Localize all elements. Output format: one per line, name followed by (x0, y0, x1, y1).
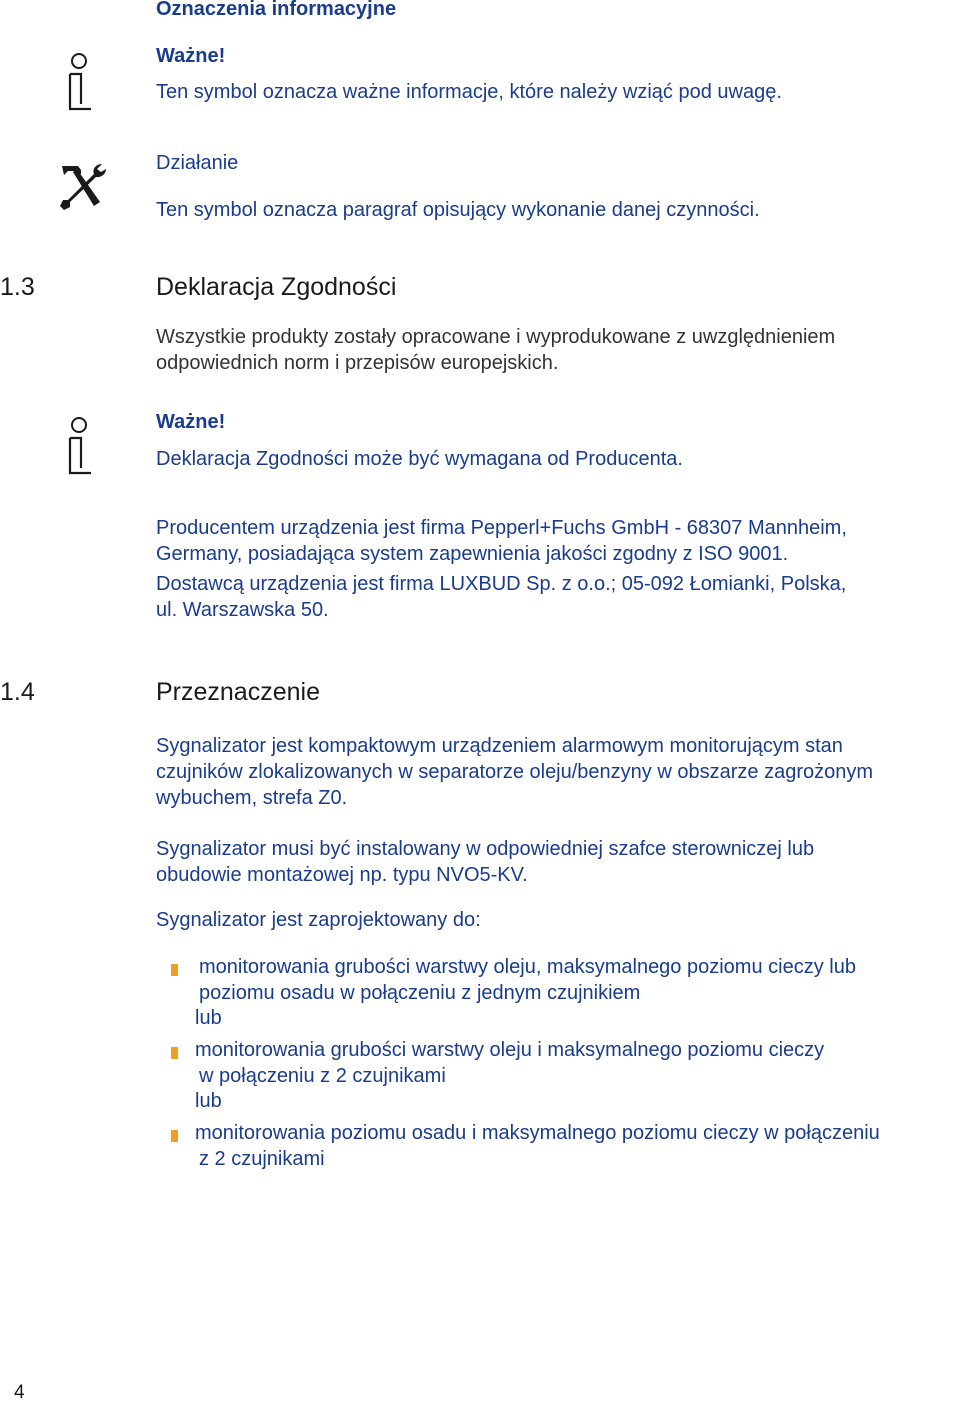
info-icon (64, 416, 96, 476)
section-heading: Oznaczenia informacyjne (156, 0, 397, 20)
para1-line-3: wybuchem, strefa Z0. (156, 787, 348, 809)
producer-line-2: Germany, posiadająca system zapewnienia jakości zgodny z ISO 9001. (156, 543, 789, 565)
supplier-line-1: Dostawcą urządzenia jest firma LUXBUD Sp. z o.o.; 05-092 Łomianki, Polska, (156, 573, 847, 595)
list-intro: Sygnalizator jest zaprojektowany do: (156, 909, 481, 931)
list-item: monitorowania grubości warstwy oleju, maksymalnego poziomu cieczy lub (199, 956, 856, 978)
section-number-1-3: 1.3 (0, 273, 35, 301)
section-number-1-4: 1.4 (0, 678, 35, 706)
para1-line-1: Sygnalizator jest kompaktowym urządzeniem alarmowym monitorującym stan (156, 735, 843, 757)
note-label: Ważne! (156, 411, 226, 433)
list-separator: lub (195, 1090, 222, 1112)
page-number: 4 (14, 1382, 25, 1403)
para2-line-2: obudowie montażowej np. typu NVO5-KV. (156, 864, 528, 886)
bullet-marker (171, 964, 178, 976)
supplier-line-2: ul. Warszawska 50. (156, 599, 329, 621)
list-item: monitorowania poziomu osadu i maksymalnego poziomu cieczy w połączeniu (195, 1122, 880, 1144)
important-label: Ważne! (156, 45, 226, 67)
list-separator: lub (195, 1007, 222, 1029)
list-item: monitorowania grubości warstwy oleju i maksymalnego poziomu cieczy (195, 1039, 825, 1061)
bullet-marker (171, 1130, 178, 1142)
note-text: Deklaracja Zgodności może być wymagana od Producenta. (156, 448, 683, 470)
intro-line-1: Wszystkie produkty zostały opracowane i wyprodukowane z uwzględnieniem (156, 326, 836, 348)
list-item-cont: poziomu osadu w połączeniu z jednym czujnikiem (199, 982, 641, 1004)
list-item-cont: z 2 czujnikami (199, 1148, 325, 1170)
hammer-wrench-icon (54, 160, 110, 212)
list-item-cont: w połączeniu z 2 czujnikami (199, 1065, 446, 1087)
section-title-1-4: Przeznaczenie (156, 678, 320, 706)
action-label: Działanie (156, 152, 239, 174)
producer-line-1: Producentem urządzenia jest firma Pepperl+Fuchs GmbH - 68307 Mannheim, (156, 517, 847, 539)
important-text: Ten symbol oznacza ważne informacje, które należy wziąć pod uwagę. (156, 81, 782, 103)
action-text: Ten symbol oznacza paragraf opisujący wykonanie danej czynności. (156, 199, 760, 221)
section-title-1-3: Deklaracja Zgodności (156, 273, 397, 301)
intro-line-2: odpowiednich norm i przepisów europejskich. (156, 352, 559, 374)
para1-line-2: czujników zlokalizowanych w separatorze oleju/benzyny w obszarze zagrożonym (156, 761, 874, 783)
info-icon (64, 52, 96, 112)
bullet-marker (171, 1047, 178, 1059)
para2-line-1: Sygnalizator musi być instalowany w odpowiedniej szafce sterowniczej lub (156, 838, 815, 860)
